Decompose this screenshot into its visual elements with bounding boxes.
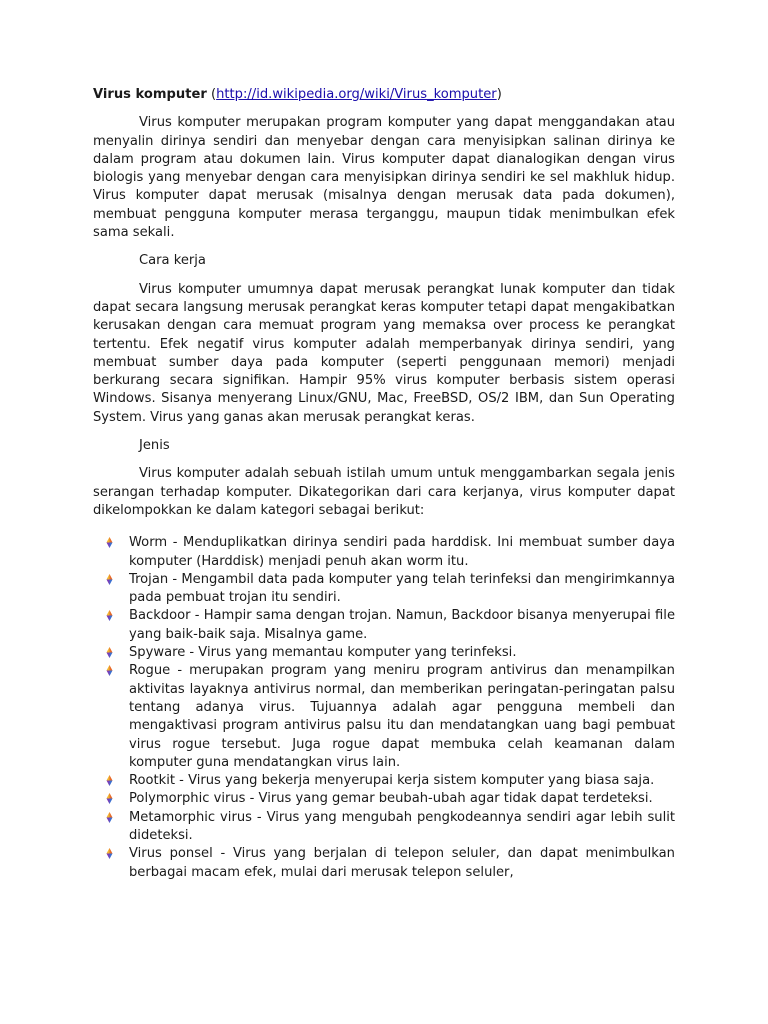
list-item-spyware (93, 644, 675, 662)
list-item-virus-ponsel (93, 845, 675, 882)
virus-type-list (93, 534, 675, 882)
multicolor-diamond-bullet-icon (103, 811, 116, 824)
multicolor-diamond-bullet-icon (103, 646, 116, 659)
multicolor-diamond-bullet-icon (103, 664, 116, 677)
list-item-text: Backdoor - Hampir sama dengan trojan. Namun, Backdoor bisanya menyerupai file yang baik-baik saja. Misalnya game. (129, 608, 675, 642)
list-item-text: Rootkit - Virus yang bekerja menyerupai kerja sistem komputer yang biasa saja. (129, 773, 655, 789)
list-item-worm (93, 534, 675, 571)
list-item-text: Polymorphic virus - Virus yang gemar beubah-ubah agar tidak dapat terdeteksi. (129, 791, 653, 807)
list-item-text: Worm - Menduplikatkan dirinya sendiri pada harddisk. Ini membuat sumber daya komputer (Harddisk) menjadi penuh akan worm itu. (129, 535, 675, 569)
list-item-text: Metamorphic virus - Virus yang mengubah pengkodeannya sendiri agar lebih sulit dideteksi. (129, 809, 675, 843)
multicolor-diamond-bullet-icon (103, 573, 116, 586)
document-page (93, 86, 675, 882)
section-heading-jenis: Jenis (139, 438, 170, 454)
multicolor-diamond-bullet-icon (103, 792, 116, 805)
document-title: Virus komputer (93, 87, 207, 102)
list-item-text: Virus ponsel - Virus yang berjalan di telepon seluler, dan dapat menimbulkan berbagai macam efek, mulai dari merusak telepon seluler, (129, 846, 675, 880)
intro-paragraph: Virus komputer merupakan program komputer yang dapat menggandakan atau menyalin dirinya sendiri dan menyebar dengan cara menyisipkan salinan dirinya ke dalam program atau dokumen lain. Virus komputer dapat dianalogikan dengan virus biologis yang menyebar dengan cara menyisipkan dirinya sendiri ke sel makhluk hidup. Virus komputer dapat merusak (misalnya dengan merusak data pada dokumen), membuat pengguna komputer merasa terganggu, maupun tidak menimbulkan efek sama sekali. (93, 115, 675, 241)
list-item-rootkit (93, 772, 675, 790)
multicolor-diamond-bullet-icon (103, 536, 116, 549)
title-open-paren: ( (206, 87, 217, 102)
list-item-rogue (93, 662, 675, 772)
section-heading-cara-kerja: Cara kerja (139, 253, 206, 269)
wikipedia-link[interactable]: http://id.wikipedia.org/wiki/Virus_komputer (216, 87, 497, 102)
list-item-metamorphic-virus (93, 809, 675, 846)
cara-kerja-paragraph: Virus komputer umumnya dapat merusak perangkat lunak komputer dan tidak dapat secara langsung merusak perangkat keras komputer tetapi dapat mengakibatkan kerusakan dengan cara memuat program yang memaksa over process ke perangkat tertentu. Efek negatif virus komputer adalah memperbanyak dirinya sendiri, yang membuat sumber daya pada komputer (seperti penggunaan memori) menjadi berkurang secara signifikan. Hampir 95% virus komputer berbasis sistem operasi Windows. Sisanya menyerang Linux/GNU, Mac, FreeBSD, OS/2 IBM, dan Sun Operating System. Virus yang ganas akan merusak perangkat keras. (93, 281, 675, 425)
multicolor-diamond-bullet-icon (103, 609, 116, 622)
jenis-paragraph: Virus komputer adalah sebuah istilah umum untuk menggambarkan segala jenis serangan terhadap komputer. Dikategorikan dari cara kerjanya, virus komputer dapat dikelompokkan ke dalam kategori sebagai berikut: (93, 466, 675, 518)
list-item-backdoor (93, 607, 675, 644)
list-item-text: Trojan - Mengambil data pada komputer yang telah terinfeksi dan mengirimkannya pada pembuat trojan itu sendiri. (129, 571, 675, 606)
list-item-polymorphic-virus (93, 790, 675, 808)
multicolor-diamond-bullet-icon (103, 774, 116, 787)
list-item-text: Spyware - Virus yang memantau komputer yang terinfeksi. (129, 645, 517, 661)
title-close-paren: ) (496, 87, 502, 102)
list-item-trojan (93, 571, 675, 608)
document-title-line (93, 86, 675, 104)
list-item-text: Rogue - merupakan program yang meniru program antivirus dan menampilkan aktivitas layaknya antivirus normal, dan memberikan peringatan-peringatan palsu tentang adanya virus. Tujuannya adalah agar pengguna membeli dan mengaktivasi program antivirus palsu itu dan mendatangkan uang bagi pembuat virus rogue tersebut. Juga rogue dapat membuka celah keamanan dalam komputer guna mendatangkan virus lain. (129, 663, 675, 770)
multicolor-diamond-bullet-icon (103, 847, 116, 860)
